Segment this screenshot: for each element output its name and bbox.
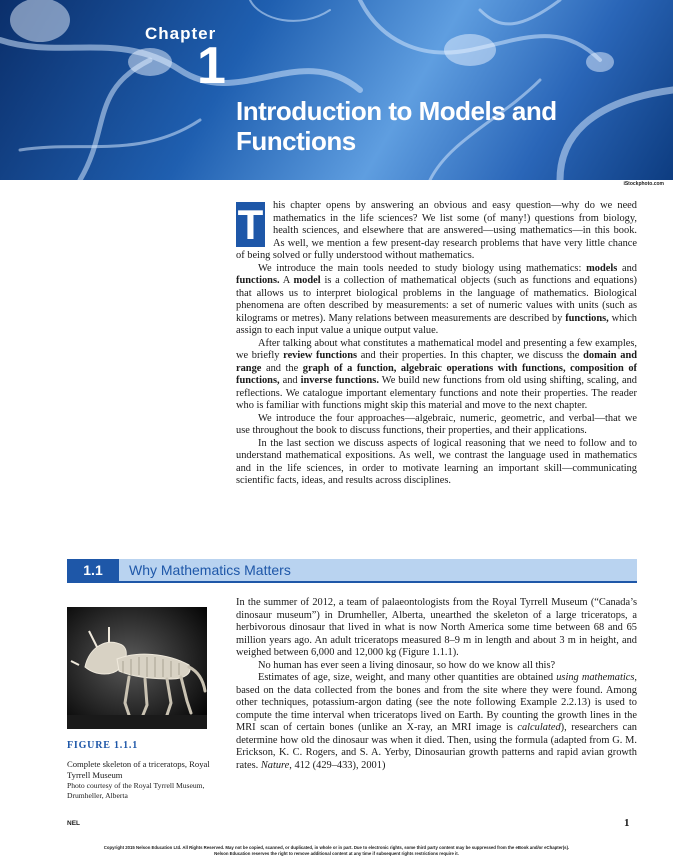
bold-term: models	[586, 262, 618, 274]
italic-term: using mathematics	[556, 672, 635, 683]
chapter-title: Introduction to Models and Functions	[236, 96, 557, 156]
triceratops-skeleton-image	[67, 607, 207, 729]
bold-term: review functions	[283, 350, 358, 361]
chapter-banner	[0, 0, 673, 180]
copyright-notice	[60, 845, 613, 857]
text-run: , based on the data collected from the bones and from the site where they were found. Among other techniques, potassium-argon dating (see the note following Example 2.2.13) is used to compute the time interval when triceratops lived on Earth. By counting the growth lines in the MRI scan of certain bones (unlike an X-ray, an MRI image is	[236, 672, 637, 733]
intro-paragraph-1	[236, 200, 637, 263]
text-run: ), researchers can determine how old the dinosaur was when it died. Then, using the formula (adapted from G. M. Erickson, K. C. Rogers, and S. A. Yerby, Dinosaurian growth patterns and rapid avian growth rates.	[236, 722, 637, 771]
section-title: Why Mathematics Matters	[129, 562, 291, 578]
page-number: 1	[624, 817, 630, 829]
figure-label: FIGURE 1.1.1	[67, 740, 138, 751]
text-run: and their properties. In this chapter, we discuss the	[357, 350, 584, 361]
italic-term: Nature	[260, 759, 290, 771]
text-run: and	[617, 262, 638, 274]
chapter-label: Chapter	[145, 24, 217, 43]
copyright-line-2: Nelson Education reserves the right to remove additional content at any time if subsequent rights restrictions require it.	[214, 851, 459, 856]
text-run: which assign to each input value a unique output value.	[236, 312, 637, 336]
text-run: We build new functions from old using shifting, scaling, and reflections. We catalogue important elementary functions and note their properties. The reader who is familiar with functions might skip this material and move to the next chapter.	[236, 375, 637, 411]
body-paragraph-1: In the summer of 2012, a team of palaeontologists from the Royal Tyrrell Museum (“Canada’s dinosaur museum”) in Drumheller, Alberta, unearthed the skeleton of a large triceratops, a herbivorous dinosaur that lived in what is now North America some time between 68 and 65 million years ago. An adult triceratops measured 8–9 m in length and about 3 m in height, and weighed between 6,000 and 12,000 kg (Figure 1.1.1).	[236, 597, 637, 658]
copyright-line-1: Copyright 2015 Nelson Education Ltd. All Rights Reserved. May not be copied, scanned, or duplicated, in whole or in part. Due to electronic rights, some third party content may be suppressed from the eBook and/or eChapter(s).	[103, 845, 570, 850]
bold-term: functions,	[565, 312, 609, 324]
text-run: A	[279, 275, 294, 286]
intro-paragraph-2	[236, 263, 637, 338]
text-run: and the	[261, 362, 303, 374]
figure-caption: Complete skeleton of a triceratops, Royal Tyrrell Museum	[67, 759, 210, 780]
text-run: is a collection of mathematical objects (such as functions and equations) that allows us to interpret biological problems in the language of mathematics. Biological phenomena are often described by measurements: a set of numeric values with units (such as kilograms or metres). Many relations between measurements are described by	[236, 275, 637, 324]
text-run: After talking about what constitutes a mathematical model and presenting a few examples, we briefly	[236, 337, 637, 361]
publisher-mark: NEL	[67, 820, 80, 827]
section-body	[236, 597, 637, 772]
section-title-box	[119, 559, 637, 581]
bold-term: model	[293, 275, 321, 286]
chapter-number: 1	[197, 37, 226, 95]
bold-term: inverse functions.	[300, 375, 379, 386]
bold-term: graph of a function, algebraic operations with functions, composition of functions,	[236, 362, 637, 386]
section-number: 1.1	[67, 559, 119, 581]
triceratops-photo	[67, 607, 207, 729]
chapter-intro	[236, 200, 637, 488]
text-run: Estimates of age, size, weight, and many other quantities are obtained	[258, 672, 557, 683]
intro-paragraph-3	[236, 338, 637, 413]
intro-paragraph-4: We introduce the four approaches—algebraic, numeric, geometric, and verbal—that we use throughout the book to discuss functions, their properties, and their applications.	[236, 412, 637, 436]
body-paragraph-3	[236, 672, 637, 772]
bold-term: domain and range	[236, 350, 637, 374]
drop-cap: T	[237, 201, 264, 248]
intro-paragraph-1-text: his chapter opens by answering an obvious and easy question—why do we need mathematics in the life sciences? We list some (of many!) questions from biology, health sciences, and elsewhere that are answered—using mathematics—in this book. As well, we mention a few present-day research problems that have very little chance of being solved or fully understood without mathematics.	[236, 200, 637, 261]
section-heading	[67, 559, 637, 583]
text-run: , 412 (429–433), 2001)	[289, 759, 386, 771]
body-paragraph-2: No human has ever seen a living dinosaur, so how do we know all this?	[258, 659, 556, 671]
italic-term: calculated	[517, 722, 561, 733]
bold-term: functions.	[236, 275, 280, 286]
text-run: and	[279, 375, 301, 386]
intro-paragraph-5: In the last section we discuss aspects of logical reasoning that we need to follow and to understand mathematical expositions. As well, we contrast the language used in mathematics and in the life sciences, in order to motivate learning an important skill—communicating scientific facts, ideas, and results across disciplines.	[236, 437, 637, 486]
banner-photo-credit: iStockphoto.com	[623, 181, 664, 187]
figure-credit: Photo courtesy of the Royal Tyrrell Museum, Drumheller, Alberta	[67, 781, 205, 800]
text-run: We introduce the main tools needed to study biology using mathematics:	[258, 262, 587, 274]
